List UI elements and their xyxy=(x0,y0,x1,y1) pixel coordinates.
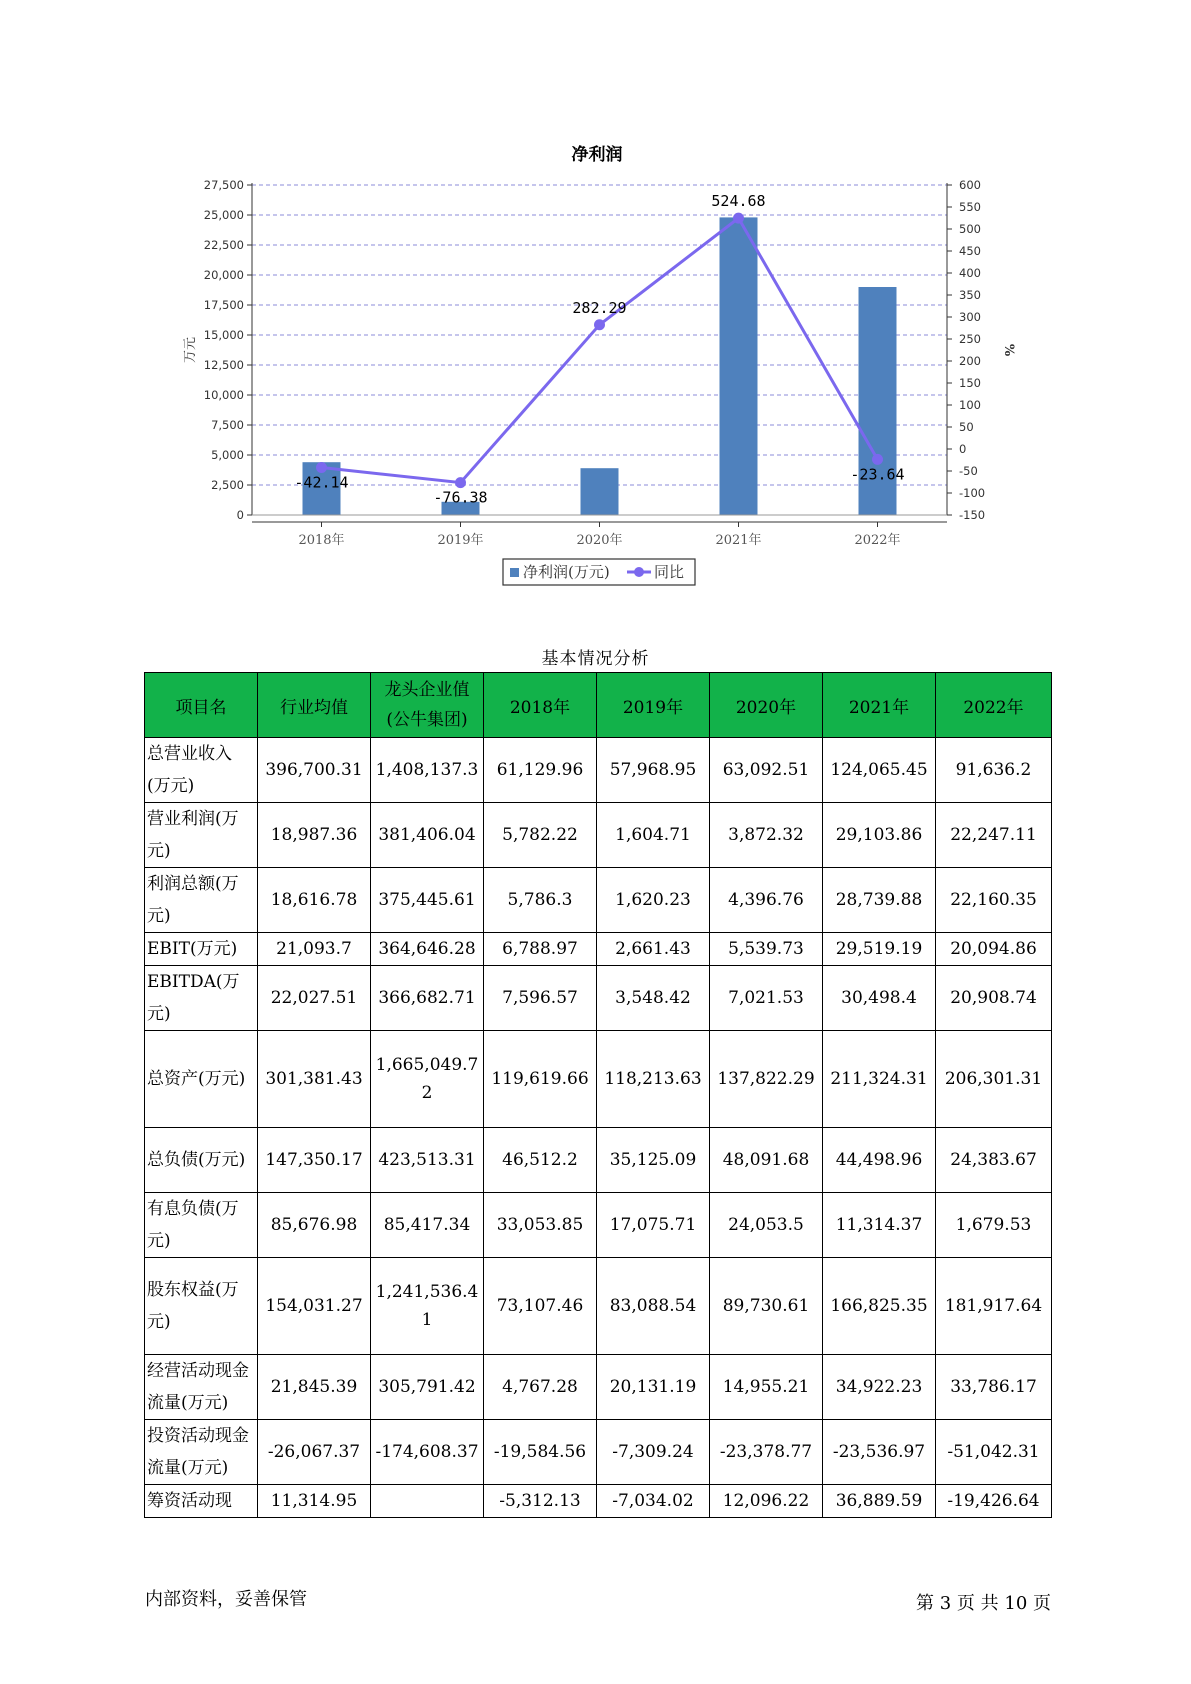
y-left-tick-label: 20,000 xyxy=(203,268,244,282)
value-cell: 85,417.34 xyxy=(371,1193,484,1258)
value-cell: 396,700.31 xyxy=(258,738,371,803)
value-cell: -19,426.64 xyxy=(936,1485,1052,1518)
chart-title: 净利润 xyxy=(571,145,623,165)
y-right-tick-label: -150 xyxy=(959,508,986,522)
value-cell: 17,075.71 xyxy=(597,1193,710,1258)
y-left-tick-label: 10,000 xyxy=(203,388,244,402)
legend-label-line: 同比 xyxy=(654,563,685,581)
value-cell: 91,636.2 xyxy=(936,738,1052,803)
y-right-tick-label: 150 xyxy=(959,376,981,390)
value-cell: 20,908.74 xyxy=(936,966,1052,1031)
table-row xyxy=(145,1128,1052,1193)
y-left-tick-label: 12,500 xyxy=(203,358,244,372)
y-axis-left-label: 万元 xyxy=(183,336,198,364)
x-tick-label: 2018年 xyxy=(298,533,345,548)
value-cell: 206,301.31 xyxy=(936,1031,1052,1128)
bar-net-profit xyxy=(720,217,758,515)
table-row xyxy=(145,1193,1052,1258)
y-left-tick-label: 7,500 xyxy=(211,418,244,432)
y-right-tick-label: -50 xyxy=(959,464,978,478)
line-point xyxy=(733,213,744,224)
value-cell: 57,968.95 xyxy=(597,738,710,803)
table-row xyxy=(145,1031,1052,1128)
table-caption: 基本情况分析 xyxy=(541,649,650,669)
table-row xyxy=(145,868,1052,933)
table-header-cell: 龙头企业值(公牛集团) xyxy=(371,673,484,738)
value-cell: 12,096.22 xyxy=(710,1485,823,1518)
value-cell: 48,091.68 xyxy=(710,1128,823,1193)
y-right-tick-label: 50 xyxy=(959,420,974,434)
value-cell: 22,160.35 xyxy=(936,868,1052,933)
line-point xyxy=(455,477,466,488)
row-label-cell: 利润总额(万元) xyxy=(145,868,258,933)
value-cell: 1,679.53 xyxy=(936,1193,1052,1258)
value-cell: 24,383.67 xyxy=(936,1128,1052,1193)
y-right-tick-label: 400 xyxy=(959,266,981,280)
value-cell: 375,445.61 xyxy=(371,868,484,933)
value-cell: 63,092.51 xyxy=(710,738,823,803)
value-cell: 33,053.85 xyxy=(484,1193,597,1258)
y-right-tick-label: 500 xyxy=(959,222,981,236)
value-cell: 24,053.5 xyxy=(710,1193,823,1258)
table-row xyxy=(145,966,1052,1031)
table-row xyxy=(145,1258,1052,1355)
value-cell: 11,314.95 xyxy=(258,1485,371,1518)
value-cell: 30,498.4 xyxy=(823,966,936,1031)
table-header-cell: 2021年 xyxy=(823,673,936,738)
table-row xyxy=(145,1355,1052,1420)
value-cell: 35,125.09 xyxy=(597,1128,710,1193)
y-left-tick-label: 15,000 xyxy=(203,328,244,342)
value-cell: 2,661.43 xyxy=(597,933,710,966)
value-cell: 211,324.31 xyxy=(823,1031,936,1128)
y-left-tick-label: 5,000 xyxy=(211,448,244,462)
value-cell: 166,825.35 xyxy=(823,1258,936,1355)
y-right-tick-label: 250 xyxy=(959,332,981,346)
x-tick-label: 2020年 xyxy=(576,533,623,548)
row-label-cell: 筹资活动现 xyxy=(145,1485,258,1518)
value-cell: 20,131.19 xyxy=(597,1355,710,1420)
y-right-tick-label: 100 xyxy=(959,398,981,412)
value-cell: 44,498.96 xyxy=(823,1128,936,1193)
legend-label-bar: 净利润(万元) xyxy=(523,563,610,581)
value-cell: 4,396.76 xyxy=(710,868,823,933)
net-profit-chart xyxy=(0,0,1191,600)
legend-swatch-point xyxy=(634,567,644,577)
value-cell: 7,021.53 xyxy=(710,966,823,1031)
value-cell: -19,584.56 xyxy=(484,1420,597,1485)
value-cell: 5,786.3 xyxy=(484,868,597,933)
y-left-tick-label: 2,500 xyxy=(211,478,244,492)
page-number: 第 3 页 共 10 页 xyxy=(916,1593,1051,1614)
value-cell: 18,616.78 xyxy=(258,868,371,933)
y-right-tick-label: 600 xyxy=(959,178,981,192)
y-axis-right-label: % xyxy=(1001,343,1016,357)
value-cell: 119,619.66 xyxy=(484,1031,597,1128)
basic-analysis-table xyxy=(144,672,1052,1518)
value-cell: 29,519.19 xyxy=(823,933,936,966)
value-cell: 1,665,049.72 xyxy=(371,1031,484,1128)
value-cell: 301,381.43 xyxy=(258,1031,371,1128)
row-label-cell: 经营活动现金流量(万元) xyxy=(145,1355,258,1420)
value-cell: 137,822.29 xyxy=(710,1031,823,1128)
table-header-cell: 2018年 xyxy=(484,673,597,738)
value-cell: 5,782.22 xyxy=(484,803,597,868)
confidential-note: 内部资料，妥善保管 xyxy=(145,1589,307,1610)
value-cell: 147,350.17 xyxy=(258,1128,371,1193)
x-tick-label: 2021年 xyxy=(715,533,762,548)
value-cell: 423,513.31 xyxy=(371,1128,484,1193)
value-cell: -7,034.02 xyxy=(597,1485,710,1518)
y-left-tick-label: 17,500 xyxy=(203,298,244,312)
row-label-cell: 营业利润(万元) xyxy=(145,803,258,868)
value-cell: 46,512.2 xyxy=(484,1128,597,1193)
value-cell: 381,406.04 xyxy=(371,803,484,868)
value-cell: 5,539.73 xyxy=(710,933,823,966)
data-label: -76.38 xyxy=(433,488,488,507)
data-label: 282.29 xyxy=(572,298,627,317)
table-header-cell: 2022年 xyxy=(936,673,1052,738)
table-row xyxy=(145,803,1052,868)
value-cell: 124,065.45 xyxy=(823,738,936,803)
row-label-cell: 股东权益(万元) xyxy=(145,1258,258,1355)
y-right-tick-label: 550 xyxy=(959,200,981,214)
value-cell: 154,031.27 xyxy=(258,1258,371,1355)
value-cell: -23,536.97 xyxy=(823,1420,936,1485)
value-cell: -5,312.13 xyxy=(484,1485,597,1518)
value-cell: -51,042.31 xyxy=(936,1420,1052,1485)
value-cell: 36,889.59 xyxy=(823,1485,936,1518)
value-cell: 3,872.32 xyxy=(710,803,823,868)
row-label-cell: 总资产(万元) xyxy=(145,1031,258,1128)
row-label-cell: EBIT(万元) xyxy=(145,933,258,966)
y-right-tick-label: -100 xyxy=(959,486,986,500)
x-tick-label: 2019年 xyxy=(437,533,484,548)
value-cell: -23,378.77 xyxy=(710,1420,823,1485)
y-right-tick-label: 0 xyxy=(959,442,967,456)
value-cell: 3,548.42 xyxy=(597,966,710,1031)
value-cell: 21,845.39 xyxy=(258,1355,371,1420)
value-cell: 366,682.71 xyxy=(371,966,484,1031)
value-cell: 22,247.11 xyxy=(936,803,1052,868)
line-yoy-growth xyxy=(322,218,878,482)
value-cell: 34,922.23 xyxy=(823,1355,936,1420)
row-label-cell: 总营业收入(万元) xyxy=(145,738,258,803)
value-cell: 83,088.54 xyxy=(597,1258,710,1355)
value-cell: 1,604.71 xyxy=(597,803,710,868)
value-cell: 61,129.96 xyxy=(484,738,597,803)
table-header-row xyxy=(145,673,1052,738)
value-cell: 22,027.51 xyxy=(258,966,371,1031)
table-row xyxy=(145,1420,1052,1485)
value-cell: 20,094.86 xyxy=(936,933,1052,966)
table-header-cell: 2020年 xyxy=(710,673,823,738)
y-right-tick-label: 200 xyxy=(959,354,981,368)
y-left-tick-label: 22,500 xyxy=(203,238,244,252)
value-cell: -7,309.24 xyxy=(597,1420,710,1485)
value-cell: 6,788.97 xyxy=(484,933,597,966)
value-cell: -174,608.37 xyxy=(371,1420,484,1485)
y-right-tick-label: 450 xyxy=(959,244,981,258)
y-left-tick-label: 25,000 xyxy=(203,208,244,222)
table-row xyxy=(145,738,1052,803)
value-cell xyxy=(371,1485,484,1518)
value-cell: 4,767.28 xyxy=(484,1355,597,1420)
data-label: -42.14 xyxy=(294,473,349,492)
value-cell: 11,314.37 xyxy=(823,1193,936,1258)
value-cell: 89,730.61 xyxy=(710,1258,823,1355)
data-label: -23.64 xyxy=(850,465,905,484)
value-cell: 85,676.98 xyxy=(258,1193,371,1258)
y-left-tick-label: 27,500 xyxy=(203,178,244,192)
table-header-cell: 2019年 xyxy=(597,673,710,738)
line-point xyxy=(594,319,605,330)
value-cell: 181,917.64 xyxy=(936,1258,1052,1355)
value-cell: 364,646.28 xyxy=(371,933,484,966)
bar-net-profit xyxy=(581,468,619,515)
table-row xyxy=(145,1485,1052,1518)
y-left-tick-label: 0 xyxy=(236,508,244,522)
value-cell: 14,955.21 xyxy=(710,1355,823,1420)
table-header-cell: 项目名 xyxy=(145,673,258,738)
table-header-cell: 行业均值 xyxy=(258,673,371,738)
line-point xyxy=(872,454,883,465)
value-cell: 1,241,536.41 xyxy=(371,1258,484,1355)
row-label-cell: 有息负债(万元) xyxy=(145,1193,258,1258)
y-right-tick-label: 350 xyxy=(959,288,981,302)
value-cell: 29,103.86 xyxy=(823,803,936,868)
value-cell: 73,107.46 xyxy=(484,1258,597,1355)
y-right-tick-label: 300 xyxy=(959,310,981,324)
value-cell: 18,987.36 xyxy=(258,803,371,868)
table-row xyxy=(145,933,1052,966)
row-label-cell: 总负债(万元) xyxy=(145,1128,258,1193)
value-cell: 305,791.42 xyxy=(371,1355,484,1420)
row-label-cell: 投资活动现金流量(万元) xyxy=(145,1420,258,1485)
value-cell: 7,596.57 xyxy=(484,966,597,1031)
line-point xyxy=(316,462,327,473)
value-cell: 1,408,137.3 xyxy=(371,738,484,803)
row-label-cell: EBITDA(万元) xyxy=(145,966,258,1031)
value-cell: 33,786.17 xyxy=(936,1355,1052,1420)
x-tick-label: 2022年 xyxy=(854,533,901,548)
value-cell: 118,213.63 xyxy=(597,1031,710,1128)
legend-swatch-bar xyxy=(510,568,519,577)
data-label: 524.68 xyxy=(711,192,766,211)
value-cell: 21,093.7 xyxy=(258,933,371,966)
value-cell: 1,620.23 xyxy=(597,868,710,933)
value-cell: 28,739.88 xyxy=(823,868,936,933)
value-cell: -26,067.37 xyxy=(258,1420,371,1485)
